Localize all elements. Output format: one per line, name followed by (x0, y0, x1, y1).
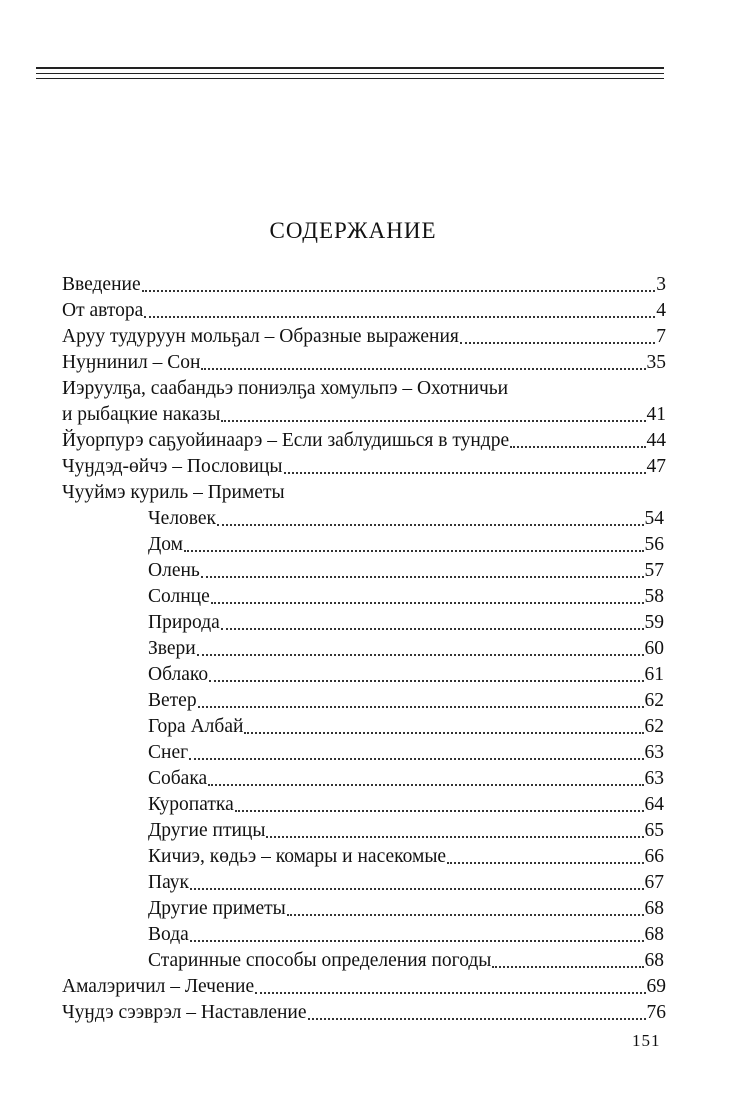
dot-leader (447, 862, 643, 864)
dot-leader (244, 732, 643, 734)
toc-entry-label: Нуӈнинил – Сон (62, 352, 201, 373)
dot-leader (492, 966, 643, 968)
dot-leader (235, 810, 644, 812)
toc-entry-page: 56 (644, 534, 664, 555)
dot-leader (221, 420, 645, 422)
toc-entry-page: 68 (644, 898, 664, 919)
toc-entry-label: Чуӈдэ сээврэл – Наставление (62, 1002, 307, 1023)
toc-entry-label: Другие приметы (148, 898, 286, 919)
toc-entry-page: 60 (644, 638, 664, 659)
toc-entry (148, 766, 664, 792)
toc-entry-page: 64 (644, 794, 664, 815)
toc-entry (148, 818, 664, 844)
toc-entry-label: Паук (148, 872, 189, 893)
toc-entry (148, 896, 664, 922)
toc-entry (148, 714, 664, 740)
toc-entry-label: Гора Албай (148, 716, 244, 737)
toc-entry (62, 376, 666, 402)
toc-entry-page: 62 (644, 690, 664, 711)
dot-leader (209, 680, 643, 682)
dot-leader (142, 290, 656, 292)
toc-entry (62, 454, 666, 480)
toc-entry-label: От автора (62, 300, 144, 321)
dot-leader (208, 784, 643, 786)
dot-leader (144, 316, 655, 318)
toc-entry-label: Старинные способы определения погоды (148, 950, 492, 971)
dot-leader (201, 576, 644, 578)
toc-entry (148, 584, 664, 610)
toc-entry-label: Дом (148, 534, 184, 555)
page-title: СОДЕРЖАНИЕ (269, 218, 437, 243)
toc-entry (62, 350, 666, 376)
toc-entry (62, 480, 666, 506)
toc-entry-label: Введение (62, 274, 141, 295)
toc-entry (62, 974, 666, 1000)
toc-entry-page: 62 (644, 716, 664, 737)
toc-entry-label: Амалэричил – Лечение (62, 976, 255, 997)
toc-entry-page: 61 (644, 664, 664, 685)
toc-entry (148, 610, 664, 636)
dot-leader (221, 628, 644, 630)
toc-entry-label: Вода (148, 924, 189, 945)
toc-entry-page: 68 (644, 950, 664, 971)
dot-leader (255, 992, 645, 994)
dot-leader (201, 368, 645, 370)
toc-entry (62, 1000, 666, 1026)
toc-entry-page: 3 (656, 274, 666, 295)
dot-leader (284, 472, 646, 474)
toc-entry-page: 44 (646, 430, 666, 451)
toc-entry-label: Чуӈдэд-өйчэ – Пословицы (62, 456, 283, 477)
toc-entry-label: и рыбацкие наказы (62, 404, 221, 425)
toc-entry-label: Человек (148, 508, 217, 529)
toc-entry-page: 69 (646, 976, 666, 997)
toc-entry (148, 740, 664, 766)
toc-entry (148, 636, 664, 662)
toc-entry-page: 54 (644, 508, 664, 529)
toc-entry-label: Облако (148, 664, 209, 685)
toc-entry (62, 272, 666, 298)
dot-leader (287, 914, 644, 916)
toc-entry-label: Йуорпурэ саҕуойинаарэ – Если заблудишься в тундре (62, 430, 510, 451)
toc-entry-page: 4 (656, 300, 666, 321)
toc-entry (62, 428, 666, 454)
toc-entry (62, 324, 666, 350)
toc-entry-page: 68 (644, 924, 664, 945)
dot-leader (198, 706, 644, 708)
header-rule-middle (36, 73, 664, 74)
toc-entry-label: Куропатка (148, 794, 234, 815)
dot-leader (190, 888, 644, 890)
toc-entry-label: Олень (148, 560, 200, 581)
toc-entry (148, 532, 664, 558)
toc-entry (62, 298, 666, 324)
dot-leader (217, 524, 643, 526)
dot-leader (211, 602, 644, 604)
toc-entry-label: Собака (148, 768, 208, 789)
toc-entry-page: 63 (644, 742, 664, 763)
toc-entry-page: 59 (644, 612, 664, 633)
toc-entry-label: Чууймэ куриль – Приметы (62, 482, 285, 503)
dot-leader (266, 836, 643, 838)
dot-leader (184, 550, 643, 552)
toc-entry-label: Звери (148, 638, 196, 659)
toc-entry (148, 922, 664, 948)
toc-entry-label: Ветер (148, 690, 197, 711)
toc-entry-page: 57 (644, 560, 664, 581)
toc-entry-label: Снег (148, 742, 189, 763)
header-rule-bottom (36, 78, 664, 79)
dot-leader (510, 446, 645, 448)
toc-entry-label: Солнце (148, 586, 210, 607)
dot-leader (308, 1018, 646, 1020)
toc-entry (62, 402, 666, 428)
toc-entry-page: 65 (644, 820, 664, 841)
toc-entry-label: Кичиэ, көдьэ – комары и насекомые (148, 846, 447, 867)
toc-entry (148, 870, 664, 896)
toc-entry-page: 63 (644, 768, 664, 789)
header-rule-top (36, 67, 664, 69)
toc-entry (148, 558, 664, 584)
dot-leader (460, 342, 655, 344)
dot-leader (197, 654, 644, 656)
toc-entry (148, 792, 664, 818)
toc-entry-label: Иэруулҕа, саабандьэ пониэлҕа хомульпэ – Охотничьи (62, 378, 509, 399)
toc-entry-label: Аруу тудуруун мольҕал – Образные выражения (62, 326, 459, 347)
toc-entry-label: Другие птицы (148, 820, 266, 841)
page-number: 151 (632, 1031, 661, 1050)
toc-entry-label: Природа (148, 612, 220, 633)
toc-entry-page: 41 (646, 404, 666, 425)
toc-entry-page: 76 (646, 1002, 666, 1023)
toc-entry-page: 58 (644, 586, 664, 607)
toc-entry (148, 506, 664, 532)
toc-entry-page: 47 (646, 456, 666, 477)
toc-entry-page: 67 (644, 872, 664, 893)
dot-leader (190, 940, 644, 942)
toc-entry-page: 7 (656, 326, 666, 347)
toc-entry-page: 35 (646, 352, 666, 373)
toc-entry (148, 844, 664, 870)
toc-entry (148, 662, 664, 688)
toc-entry (148, 948, 664, 974)
dot-leader (189, 758, 643, 760)
toc-entry (148, 688, 664, 714)
toc-entry-page: 66 (644, 846, 664, 867)
